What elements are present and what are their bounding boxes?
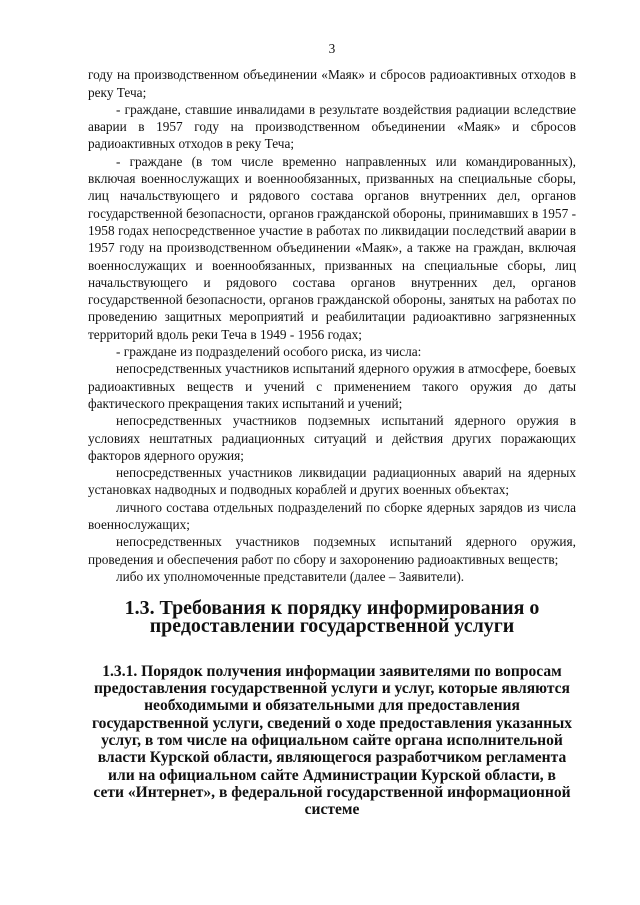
section-heading: 1.3. Требования к порядку информирования о предоставлении государственной услуги (124, 597, 540, 637)
paragraph-underground-tests: непосредственных участников подземных испытаний ядерного оружия в условиях нештатных радиационных ситуаций и действия других поражающих факторов ядерного оружия; (88, 413, 576, 463)
page-number: 3 (328, 41, 336, 56)
paragraph-disabled-citizens: - граждане, ставшие инвалидами в результате воздействия радиации вследствие аварии в 1957 году на производственном объединении «Маяк» и сбросов радиоактивных отходов в реку Теча; (88, 101, 576, 152)
paragraph-representatives: либо их уполномоченные представители (далее – Заявители). (116, 568, 465, 584)
paragraph-assembly-personnel: личного состава отдельных подразделений по сборке ядерных зарядов из числа военнослужащих; (88, 499, 576, 533)
paragraph-continuation: году на производственном объединении «Маяк» и сбросов радиоактивных отходов в реку Теча; (88, 67, 576, 100)
paragraph-atmospheric-tests: непосредственных участников испытаний ядерного оружия в атмосфере, боевых радиоактивных веществ и учений с применением такого оружия до даты фактического прекращения таких испытаний и учений; (88, 361, 576, 411)
paragraph-waste-burial: непосредственных участников подземных испытаний ядерного оружия, проведения и обеспечения работ по сбору и захоронению радиоактивных веществ; (88, 534, 576, 567)
paragraph-ship-accidents: непосредственных участников ликвидации радиационных аварий на ядерных установках надводных и подводных кораблей и других военных объектах; (88, 465, 576, 498)
paragraph-special-risk-units: - граждане из подразделений особого риска, из числа: (116, 344, 422, 360)
subsection-heading: 1.3.1. Порядок получения информации заявителями по вопросам предоставления государственной услуги и услуг, которые являются необходимыми и обязательными для предоставления государственной услуги, сведений о ходе предоставления указанных услуг, в том числе на официальном сайте органа исполнительной власти Курской области, являющегося разработчиком регламента или на официальном сайте Администрации Курской области, в сети «Интернет», в федеральной государственной информационной системе (92, 662, 572, 819)
paragraph-liquidation-participants: - граждане (в том числе временно направленных или командированных), включая военнослужащих и военнообязанных, призванных на специальные сборы, лиц начальствующего и рядового состава органов внутренних дел, органов государственной безопасности, органов гражданской обороны, принимавших в 1957 - 1958 годах непосредственное участие в работах по ликвидации последствий аварии в 1957 году на производственном объединении «Маяк», а также на граждан, включая военнослужащих и военнообязанных, призванных на специальные сборы, лиц начальствующего и рядового состава органов внутренних дел, органов государственной безопасности, органов гражданской обороны, занятых на работах по проведению защитных мероприятий и реабилитации радиоактивно загрязненных территорий вдоль реки Теча в 1949 - 1956 годах; (88, 153, 576, 342)
document-page (88, 40, 576, 818)
